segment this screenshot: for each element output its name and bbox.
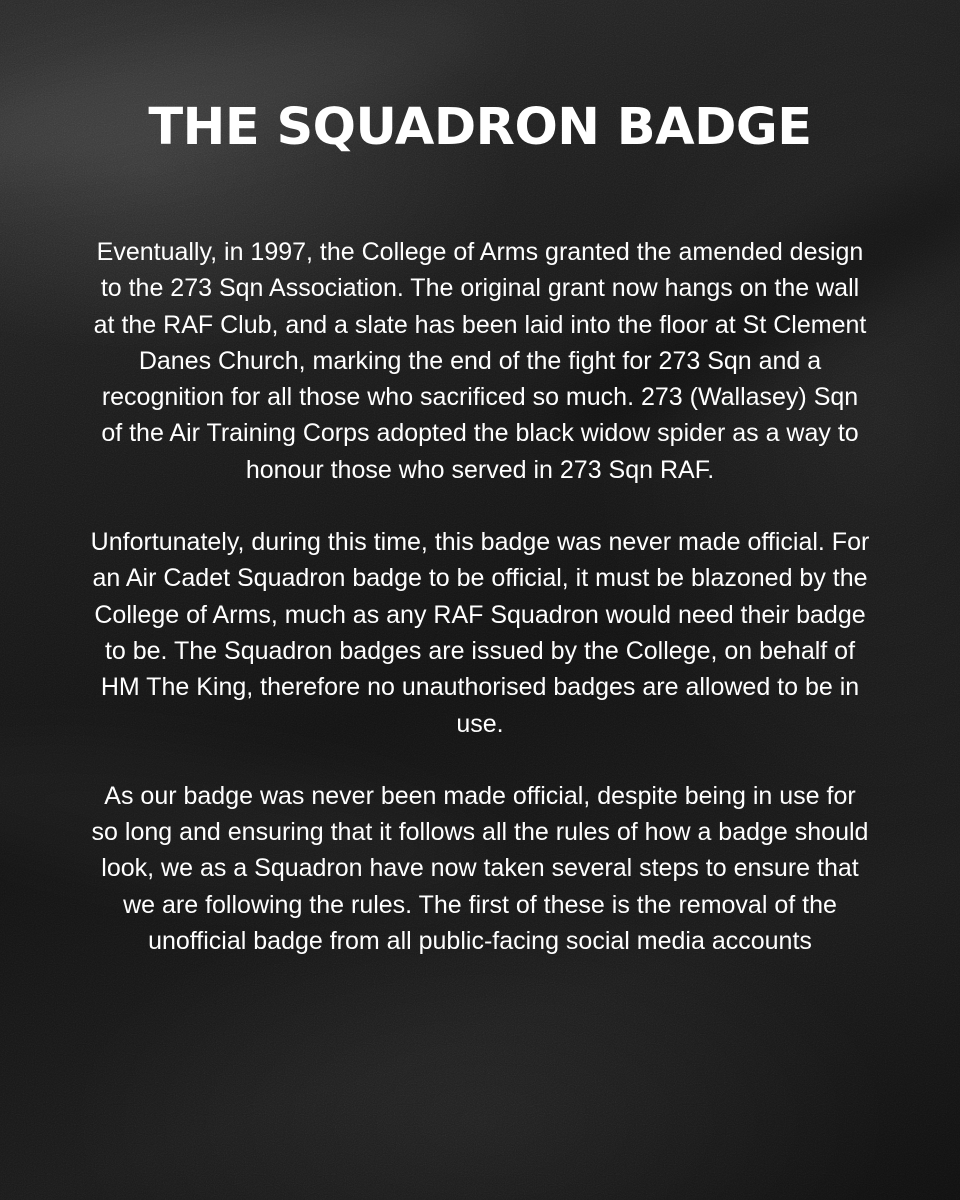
page-title: THE SQUADRON BADGE <box>148 98 812 157</box>
paragraph-history: Eventually, in 1997, the College of Arms granted the amended design to the 273 Sqn Association. The original grant now hangs on the wall at the RAF Club, and a slate has been laid into the floor at St Clement Danes Church, marking the end of the fight for 273 Sqn and a recognition for all those who sacrificed so much. 273 (Wallasey) Sqn of the Air Training Corps adopted the black widow spider as a way to honour those who served in 273 Sqn RAF. <box>93 238 867 484</box>
text-block <box>90 88 870 959</box>
paragraph-next-steps: As our badge was never been made official, despite being in use for so long and ensuring that it follows all the rules of how a badge should look, we as a Squadron have now taken several steps to ensure that we are following the rules. The first of these is the removal of the unofficial badge from all public-facing social media accounts <box>91 781 869 956</box>
paragraph-official-status: Unfortunately, during this time, this badge was never made official. For an Air Cadet Squadron badge to be official, it must be blazoned by the College of Arms, much as any RAF Squadron would need their badge to be. The Squadron badges are issued by the College, on behalf of HM The King, therefore no unauthorised badges are allowed to be in use. <box>90 528 870 738</box>
